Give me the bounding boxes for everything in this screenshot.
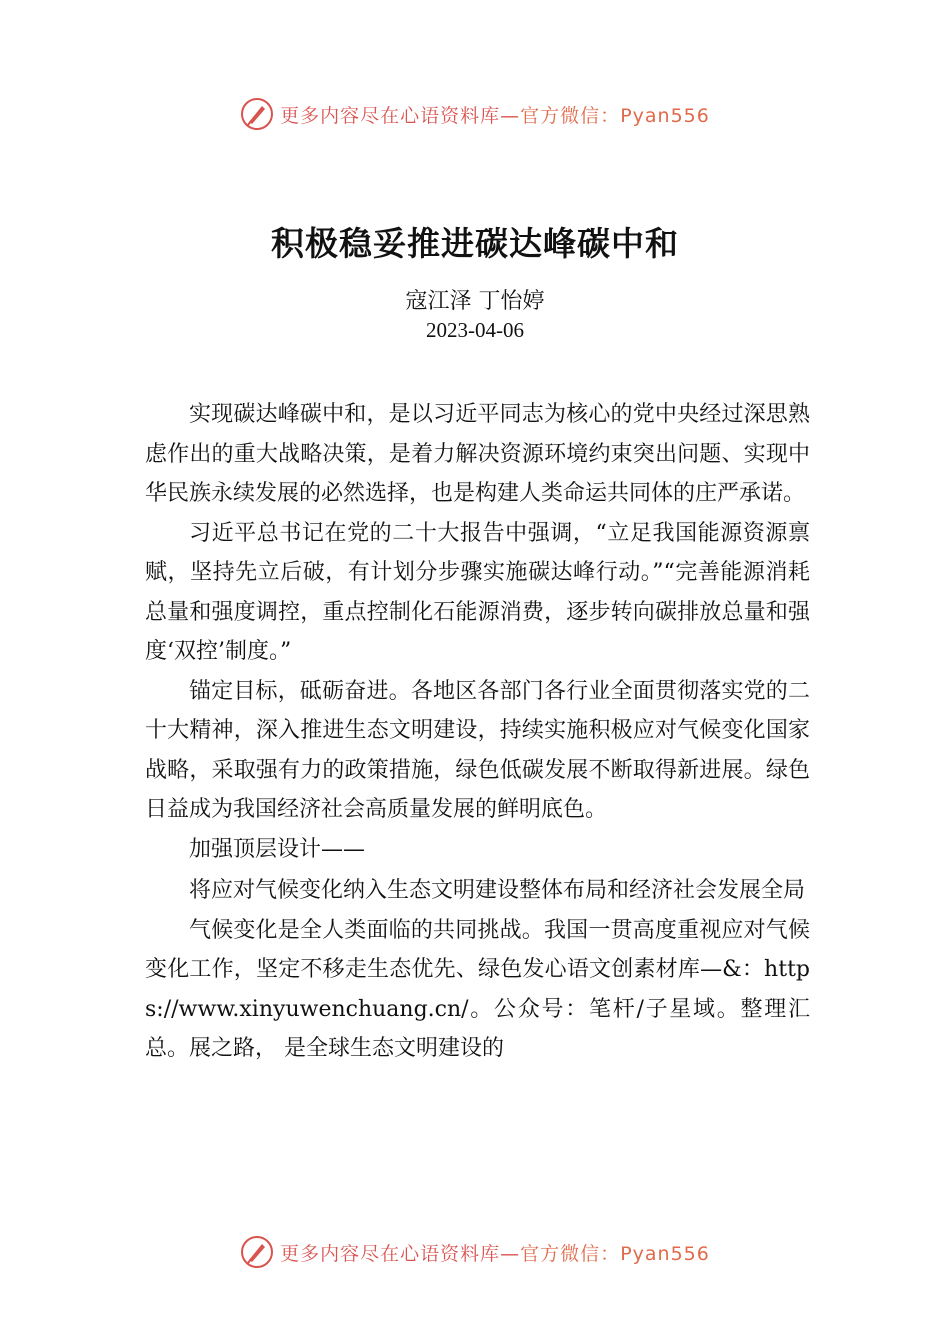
watermark-text: 更多内容尽在心语资料库—官方微信：Pyan556 [280, 1242, 710, 1265]
paragraph: 习近平总书记在党的二十大报告中强调，“立足我国能源资源禀赋，坚持先立后破，有计划分步骤实施碳达峰行动。”“完善能源消耗总量和强度调控，重点控制化石能源消费，逐步转向碳排放总量和强度‘双控’制度。” [145, 520, 810, 664]
paragraph: 气候变化是全人类面临的共同挑战。我国一贯高度重视应对气候变化工作，坚定不移走生态优先、绿色发心语文创素材库—&：https://www.xinyuwenchuang.cn/。公众号：笔杆/子星域。整理汇总。展之路， 是全球生态文明建设的 [145, 917, 810, 1061]
watermark-text: 更多内容尽在心语资料库—官方微信：Pyan556 [280, 104, 710, 127]
section-subheading: 将应对气候变化纳入生态文明建设整体布局和经济社会发展全局 [189, 878, 806, 903]
article-body [145, 395, 810, 1069]
pen-logo-icon [240, 97, 274, 131]
paragraph: 实现碳达峰碳中和，是以习近平同志为核心的党中央经过深思熟虑作出的重大战略决策，是着力解决资源环境约束突出问题、实现中华民族永续发展的必然选择，也是构建人类命运共同体的庄严承诺。 [145, 402, 810, 506]
article-date: 2023-04-06 [426, 318, 524, 342]
paragraph: 锚定目标，砥砺奋进。各地区各部门各行业全面贯彻落实党的二十大精神，深入推进生态文明建设，持续实施积极应对气候变化国家战略，采取强有力的政策措施，绿色低碳发展不断取得新进展。绿色日益成为我国经济社会高质量发展的鲜明底色。 [145, 678, 810, 822]
watermark-banner-bottom [0, 1232, 950, 1272]
article-authors: 寇江泽 丁怡婷 [405, 289, 545, 314]
article-title: 积极稳妥推进碳达峰碳中和 [271, 224, 679, 263]
watermark-banner-top [0, 94, 950, 134]
section-heading: 加强顶层设计—— [189, 836, 366, 862]
pen-logo-icon [240, 1235, 274, 1269]
